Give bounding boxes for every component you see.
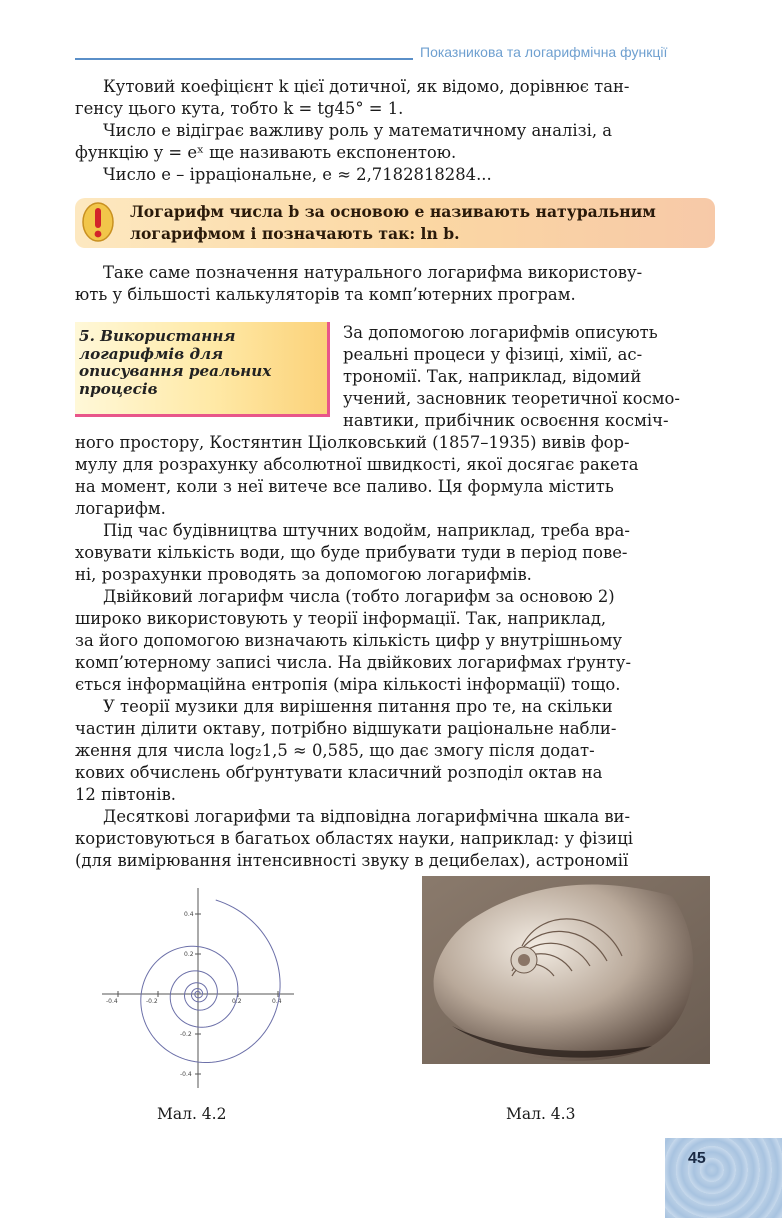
text-line: За допомогою логарифмів описують — [343, 323, 658, 342]
text-line: ні, розрахунки проводять за допомогою логарифмів. — [75, 565, 532, 584]
text-line: У теорії музики для вирішення питання про те, на скільки — [103, 697, 613, 716]
page-number: 45 — [688, 1150, 706, 1167]
after-box-paragraph — [75, 262, 715, 306]
tick-label: -0.2 — [180, 1031, 192, 1038]
text-line: учений, засновник теоретичної космо- — [343, 389, 680, 408]
text-line: навтики, прибічник освоєння косміч- — [343, 411, 669, 430]
text-line: реальні процеси у фізиці, хімії, ас- — [343, 345, 643, 364]
figure-caption: Мал. 4.2 — [157, 1105, 227, 1123]
text-line: Кутовий коефіцієнт k цієї дотичної, як відомо, дорівнює тан- — [103, 77, 630, 96]
text-line: логарифм. — [75, 499, 166, 518]
section-heading-line: логарифмів для — [79, 344, 224, 363]
tick-label: 0.2 — [232, 998, 242, 1005]
section-heading-line: описування реальних — [79, 362, 272, 380]
text-line: ного простору, Костянтин Ціолковський (1857–1935) вивів фор- — [75, 433, 630, 452]
text-line: Двійковий логарифм числа (тобто логарифм за основою 2) — [103, 587, 615, 606]
intro-paragraph — [75, 76, 715, 186]
tick-label: 0.4 — [184, 911, 194, 918]
section-heading — [79, 328, 271, 398]
text-line: за його допомогою визначають кількість цифр у внутрішньому — [75, 631, 623, 650]
text-line: на момент, коли з неї витече все паливо. Ця формула містить — [75, 477, 614, 496]
header-rule — [75, 58, 413, 60]
text-line: Десяткові логарифми та відповідна логарифмічна шкала ви- — [103, 807, 631, 826]
text-line: Число e – ірраціональне, e ≈ 2,7182818284... — [103, 165, 492, 184]
text-line: широко використовують у теорії інформації. Так, наприклад, — [75, 609, 607, 628]
section-heading-box — [75, 322, 330, 417]
exclamation-icon — [82, 202, 114, 242]
text-line: частин ділити октаву, потрібно відшукати раціональне набли- — [75, 719, 617, 738]
running-header: Показникова та логарифмічна функції — [420, 44, 668, 60]
tick-label: 0.2 — [184, 951, 194, 958]
text-line: генсу цього кута, тобто k = tg45° = 1. — [75, 99, 404, 118]
text-line: кових обчислень обґрунтувати класичний розподіл октав на — [75, 763, 603, 782]
figure-caption: Мал. 4.3 — [506, 1105, 576, 1123]
definition-line: логарифмом і позначають так: ln b. — [130, 224, 460, 243]
text-line: комп’ютерному записі числа. На двійкових логарифмах ґрунту- — [75, 653, 631, 672]
text-line: ють у більшості калькуляторів та комп’ютерних програм. — [75, 285, 576, 304]
definition-text — [130, 201, 705, 245]
figure-spiral-plot — [98, 884, 298, 1090]
text-line: ється інформаційна ентропія (міра кількості інформації) тощо. — [75, 675, 621, 694]
text-line: ховувати кількість води, що буде прибувати туди в період пове- — [75, 543, 628, 562]
figure-nautilus-photo — [422, 876, 710, 1064]
text-line: 12 півтонів. — [75, 785, 177, 804]
side-paragraph — [343, 322, 715, 432]
text-line: Під час будівництва штучних водойм, наприклад, треба вра- — [103, 521, 630, 540]
text-line: мулу для розрахунку абсолютної швидкості, якої досягає ракета — [75, 455, 639, 474]
text-line: Число e відіграє важливу роль у математичному аналізі, а — [103, 121, 613, 140]
spiral-curve — [141, 900, 280, 1062]
definition-line: Логарифм числа b за основою e називають натуральним — [130, 202, 656, 221]
tick-label: -0.2 — [146, 998, 158, 1005]
tick-label: -0.4 — [180, 1071, 192, 1078]
page-corner-decoration — [665, 1138, 782, 1218]
tick-label: -0.4 — [106, 998, 118, 1005]
section-heading-line: 5. Використання — [79, 327, 236, 345]
text-line: ження для числа log₂1,5 ≈ 0,585, що дає змогу після додат- — [75, 741, 595, 760]
section-heading-line: процесів — [79, 379, 158, 398]
tick-label: 0.4 — [272, 998, 282, 1005]
text-line: користовуються в багатьох областях науки, наприклад: у фізиці — [75, 829, 634, 848]
text-line: Таке саме позначення натурального логарифма використову- — [103, 263, 643, 282]
text-line: трономії. Так, наприклад, відомий — [343, 367, 642, 386]
definition-box — [75, 198, 715, 248]
body-text — [75, 432, 715, 872]
text-line: функцію y = eˣ ще називають експонентою. — [75, 143, 457, 162]
text-line: (для вимірювання інтенсивності звуку в децибелах), астрономії — [75, 851, 629, 870]
